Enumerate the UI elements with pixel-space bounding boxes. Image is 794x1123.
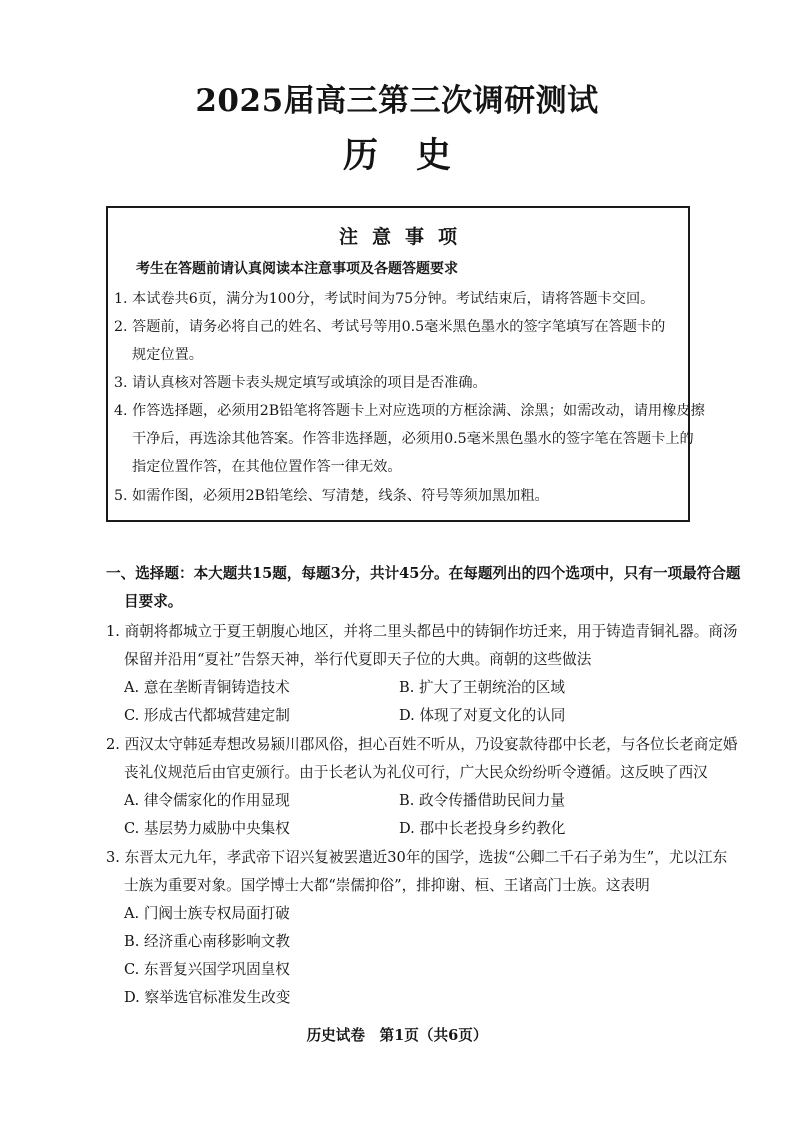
- section-heading-cont: 目要求。: [124, 593, 183, 610]
- exam-title: 2025届高三第三次调研测试: [195, 83, 599, 119]
- notice-item-number: 1.: [114, 291, 128, 307]
- notice-item-4-cont2: 指定位置作答，在其他位置作答一律无效。: [132, 459, 402, 475]
- section-heading: 一、选择题：本大题共15题，每题3分，共计45分。在每题列出的四个选项中，只有一项最符合题: [106, 565, 741, 582]
- question-3-option-b: B. 经济重心南移影响文教: [124, 933, 290, 950]
- subject-title: 历史: [342, 135, 489, 176]
- question-3-stem-cont: 士族为重要对象。国学博士大都“崇儒抑俗”，排抑谢、桓、王诸高门士族。这表明: [124, 877, 650, 894]
- notice-item-2: [114, 316, 665, 336]
- question-1-option-d: D. 体现了对夏文化的认同: [399, 707, 566, 724]
- question-2-option-c: C. 基层势力威胁中央集权: [124, 820, 290, 837]
- notice-item-2-cont: 规定位置。: [132, 347, 203, 363]
- notice-item-text: 请认真核对答题卡表头规定填写或填涂的项目是否准确。: [132, 375, 487, 391]
- notice-item-text: 本试卷共6页，满分为100分，考试时间为75分钟。考试结束后，请将答题卡交回。: [132, 291, 655, 307]
- notice-item-text: 答题前，请务必将自己的姓名、考试号等用0.5毫米黑色墨水的签字笔填写在答题卡的: [132, 319, 666, 335]
- notice-item-text: 如需作图，必须用2B铅笔绘、写清楚，线条、符号等须加黑加粗。: [132, 488, 549, 504]
- question-1-option-a: A. 意在垄断青铜铸造技术: [124, 679, 290, 696]
- question-3-option-d: D. 察举选官标准发生改变: [124, 989, 291, 1006]
- question-1-option-b: B. 扩大了王朝统治的区域: [399, 679, 565, 696]
- notice-item-text: 作答选择题，必须用2B铅笔将答题卡上对应选项的方框涂满、涂黑；如需改动，请用橡皮擦: [132, 403, 705, 419]
- notice-item-3: [114, 372, 487, 392]
- notice-item-number: 4.: [114, 403, 128, 419]
- notice-item-1: [114, 288, 654, 308]
- question-1-stem: 1. 商朝将都城立于夏王朝腹心地区，并将二里头都邑中的铸铜作坊迁来，用于铸造青铜礼器。商汤: [106, 623, 738, 640]
- notice-item-number: 5.: [114, 488, 128, 504]
- notice-item-4-cont: 干净后，再选涂其他答案。作答非选择题，必须用0.5毫米黑色墨水的签字笔在答题卡上的: [132, 431, 694, 447]
- question-1-option-c: C. 形成古代都城营建定制: [124, 707, 290, 724]
- page-footer: 历史试卷 第1页（共6页）: [306, 1027, 488, 1044]
- notice-item-4: [114, 400, 705, 420]
- notice-item-number: 2.: [114, 319, 128, 335]
- question-1-stem-cont: 保留并沿用“夏社”告祭天神，举行代夏即天子位的大典。商朝的这些做法: [124, 651, 592, 668]
- notice-item-number: 3.: [114, 375, 128, 391]
- question-2-stem: 2. 西汉太守韩延寿想改易颍川郡风俗，担心百姓不听从，乃设宴款待郡中长老，与各位长老商定婚: [106, 736, 738, 753]
- question-2-option-b: B. 政令传播借助民间力量: [399, 792, 565, 809]
- question-3-stem: 3. 东晋太元九年，孝武帝下诏兴复被罢遣近30年的国学，选拔“公卿二千石子弟为生”，尤以江东: [106, 849, 728, 866]
- question-3-option-a: A. 门阀士族专权局面打破: [124, 905, 290, 922]
- question-2-option-d: D. 郡中长老投身乡约教化: [399, 820, 566, 837]
- question-2-stem-cont: 丧礼仪规范后由官吏颁行。由于长老认为礼仪可行，广大民众纷纷听令遵循。这反映了西汉: [124, 764, 708, 781]
- notice-intro: 考生在答题前请认真阅读本注意事项及各题答题要求: [136, 261, 458, 277]
- notice-item-5: [114, 485, 549, 505]
- notice-box: [106, 206, 705, 522]
- question-3-option-c: C. 东晋复兴国学巩固皇权: [124, 961, 290, 978]
- notice-title: 注意事项: [338, 226, 471, 248]
- question-2-option-a: A. 律令儒家化的作用显现: [124, 792, 290, 809]
